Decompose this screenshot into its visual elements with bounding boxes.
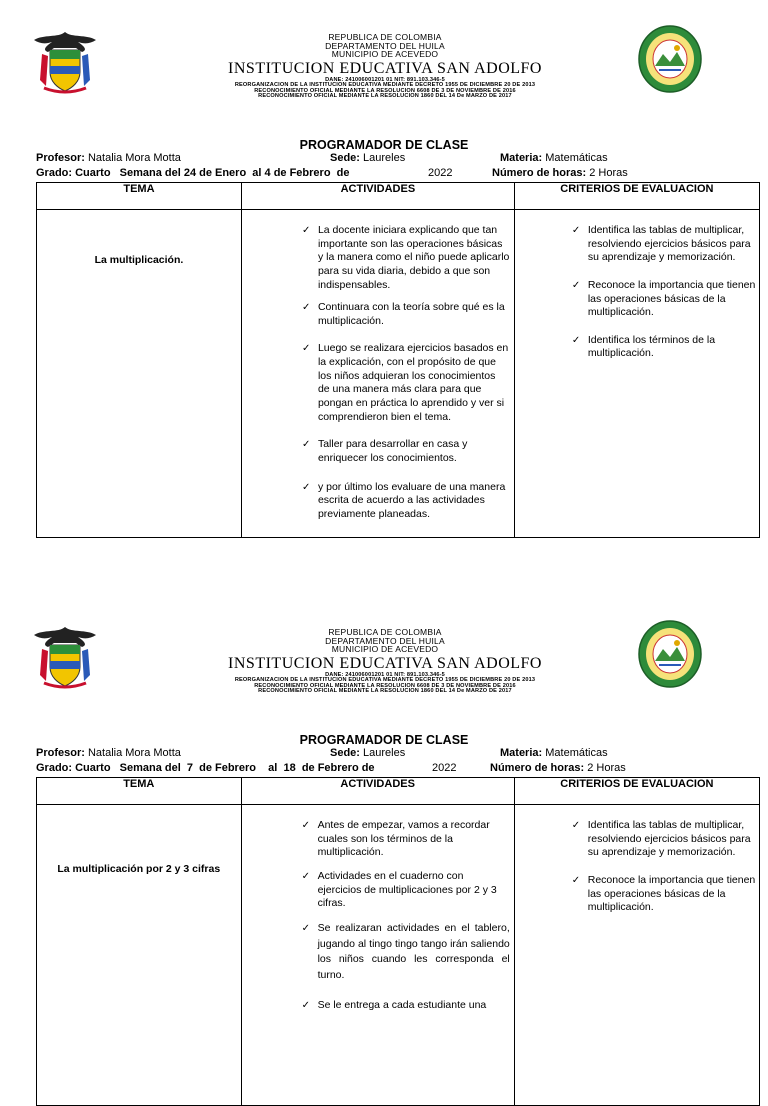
profesor-value: Natalia Mora Motta <box>87 747 181 759</box>
list-item: ✓ Se le entrega a cada estudiante una <box>300 999 510 1013</box>
year-value: 2022 <box>432 762 457 774</box>
horas-line <box>492 167 628 179</box>
header-country: REPUBLICA DE COLOMBIA <box>328 32 442 42</box>
tema-text: La multiplicación por 2 y 3 cifras <box>57 863 221 875</box>
grado-label: Grado: Cuarto <box>36 167 111 179</box>
header-department: DEPARTAMENTO DEL HUILA <box>325 635 445 646</box>
profesor-line <box>36 152 181 164</box>
sede-line <box>330 152 405 164</box>
header-reorganization: REORGANIZACION DE LA INSTITUCION EDUCATIVA MEDIANTE DECRETO 1955 DE DICIEMBRE 20 DE 2013 <box>234 82 536 89</box>
sede-value: Laureles <box>363 152 406 164</box>
materia-line <box>500 747 608 759</box>
horas-label: Número de horas: <box>490 762 585 774</box>
institution-name: INSTITUCION EDUCATIVA SAN ADOLFO <box>228 654 542 672</box>
page-title: PROGRAMADOR DE CLASE <box>299 138 469 152</box>
semana-value: Semana del 24 de Enero al 4 de Febrero de <box>119 167 350 179</box>
header-department: DEPARTAMENTO DEL HUILA <box>325 40 445 51</box>
year-value: 2022 <box>428 167 453 179</box>
materia-label: Materia: <box>500 152 543 164</box>
list-item: ✓ Antes de empezar, vamos a recordar cuales son los términos de la multiplicación. <box>300 819 510 860</box>
col-tema-header: TEMA <box>37 183 242 210</box>
grado-line <box>36 762 375 774</box>
table-row <box>37 805 760 1106</box>
semana-value: Semana del 7 de Febrero al 18 de Febrero de <box>119 762 375 774</box>
table-header-row <box>37 183 760 210</box>
grado-line <box>36 167 350 179</box>
list-item: ✓ Actividades en el cuaderno con ejercicios de multiplicaciones por 2 y 3 cifras. <box>300 870 510 911</box>
header-dane: DANE: 241006001201 01 NIT: 891.103.346-5 <box>325 76 445 83</box>
sede-label: Sede: <box>330 152 360 164</box>
plan-table <box>36 777 760 1106</box>
tema-cell <box>37 210 242 538</box>
sede-value: Laureles <box>363 747 406 759</box>
horas-label: Número de horas: <box>492 167 587 179</box>
criterios-cell <box>514 210 759 538</box>
col-criterios-header: CRITERIOS DE EVALUACION <box>514 778 759 805</box>
list-item: ✓ y por último los evaluare de una manera escrita de acuerdo a las actividades previamente planeadas. <box>300 481 510 522</box>
colombia-coat-of-arms-icon <box>30 28 100 94</box>
criterios-cell <box>514 805 759 1106</box>
profesor-label: Profesor: <box>36 152 85 164</box>
school-seal-icon <box>637 24 703 94</box>
sede-label: Sede: <box>330 747 360 759</box>
materia-label: Materia: <box>500 747 543 759</box>
grado-label: Grado: Cuarto <box>36 762 111 774</box>
table-row <box>37 210 760 538</box>
colombia-coat-of-arms-icon <box>30 623 100 689</box>
list-item: ✓ Identifica las tablas de multiplicar, resolviendo ejercicios básicos para su aprendizaje y memorización. <box>570 224 757 265</box>
horas-line <box>490 762 626 774</box>
header-dane: DANE: 241006001201 01 NIT: 891.103.346-5 <box>325 671 445 678</box>
institution-name: INSTITUCION EDUCATIVA SAN ADOLFO <box>228 59 542 77</box>
col-tema-header: TEMA <box>37 778 242 805</box>
materia-value: Matemáticas <box>545 152 608 164</box>
institution-header <box>150 628 620 695</box>
header-municipality: MUNICIPIO DE ACEVEDO <box>331 49 439 59</box>
header-recognition-2: RECONOCIMIENTO OFICIAL MEDIANTE LA RESOLUCION 1860 DEL 14 De MARZO DE 2017 <box>258 93 512 100</box>
col-actividades-header: ACTIVIDADES <box>241 778 514 805</box>
header-country: REPUBLICA DE COLOMBIA <box>328 627 442 637</box>
header-recognition-1: RECONOCIMIENTO OFICIAL MEDIANTE LA RESOLUCION 6608 DE 3 DE NOVIEMBRE DE 2016 <box>254 87 516 94</box>
actividades-list <box>242 805 514 1012</box>
list-item: ✓ La docente iniciara explicando que tan importante son las operaciones básicas y la manera como el niño puede aplicarlo para su vida diaria, debido a que son indispensables. <box>300 224 510 292</box>
profesor-line <box>36 747 181 759</box>
list-item: ✓ Identifica las tablas de multiplicar, resolviendo ejercicios básicos para su aprendizaje y memorización. <box>570 819 757 860</box>
list-item: ✓ Identifica los términos de la multiplicación. <box>570 334 757 361</box>
actividades-cell <box>241 210 514 538</box>
list-item: ✓ Reconoce la importancia que tienen las operaciones básicas de la multiplicación. <box>570 279 757 320</box>
actividades-cell <box>241 805 514 1106</box>
list-item: ✓ Reconoce la importancia que tienen las operaciones básicas de la multiplicación. <box>570 874 757 915</box>
school-seal-icon <box>637 619 703 689</box>
list-item: ✓ Continuara con la teoría sobre qué es la multiplicación. <box>300 301 510 328</box>
header-recognition-1: RECONOCIMIENTO OFICIAL MEDIANTE LA RESOLUCION 6608 DE 3 DE NOVIEMBRE DE 2016 <box>254 682 516 689</box>
page-title: PROGRAMADOR DE CLASE <box>299 733 469 747</box>
tema-cell <box>37 805 242 1106</box>
table-header-row <box>37 778 760 805</box>
header-reorganization: REORGANIZACION DE LA INSTITUCION EDUCATIVA MEDIANTE DECRETO 1955 DE DICIEMBRE 20 DE 2013 <box>234 677 536 684</box>
criterios-list <box>515 805 759 915</box>
tema-text: La multiplicación. <box>94 254 184 266</box>
col-actividades-header: ACTIVIDADES <box>241 183 514 210</box>
profesor-value: Natalia Mora Motta <box>87 152 181 164</box>
list-item: ✓ Luego se realizara ejercicios basados en la explicación, con el propósito de que los niños adquieran los conocimientos de una manera más clara para que pongan en práctica lo aprendido y ver si comprendieron bien el tema. <box>300 342 510 424</box>
institution-header <box>150 33 620 100</box>
horas-value: 2 Horas <box>587 762 626 774</box>
plan-table <box>36 182 760 538</box>
criterios-list <box>515 210 759 361</box>
materia-value: Matemáticas <box>545 747 608 759</box>
sede-line <box>330 747 405 759</box>
horas-value: 2 Horas <box>589 167 628 179</box>
actividades-list <box>242 210 514 522</box>
header-municipality: MUNICIPIO DE ACEVEDO <box>331 644 439 654</box>
profesor-label: Profesor: <box>36 747 85 759</box>
header-recognition-2: RECONOCIMIENTO OFICIAL MEDIANTE LA RESOLUCION 1860 DEL 14 De MARZO DE 2017 <box>258 688 512 695</box>
list-item: ✓ Se realizaran actividades en el tablero, jugando al tingo tingo tango irán saliendo los niños cuando les corresponda el turno. <box>300 921 510 984</box>
list-item: ✓ Taller para desarrollar en casa y enriquecer los conocimientos. <box>300 438 510 465</box>
col-criterios-header: CRITERIOS DE EVALUACION <box>514 183 759 210</box>
materia-line <box>500 152 608 164</box>
